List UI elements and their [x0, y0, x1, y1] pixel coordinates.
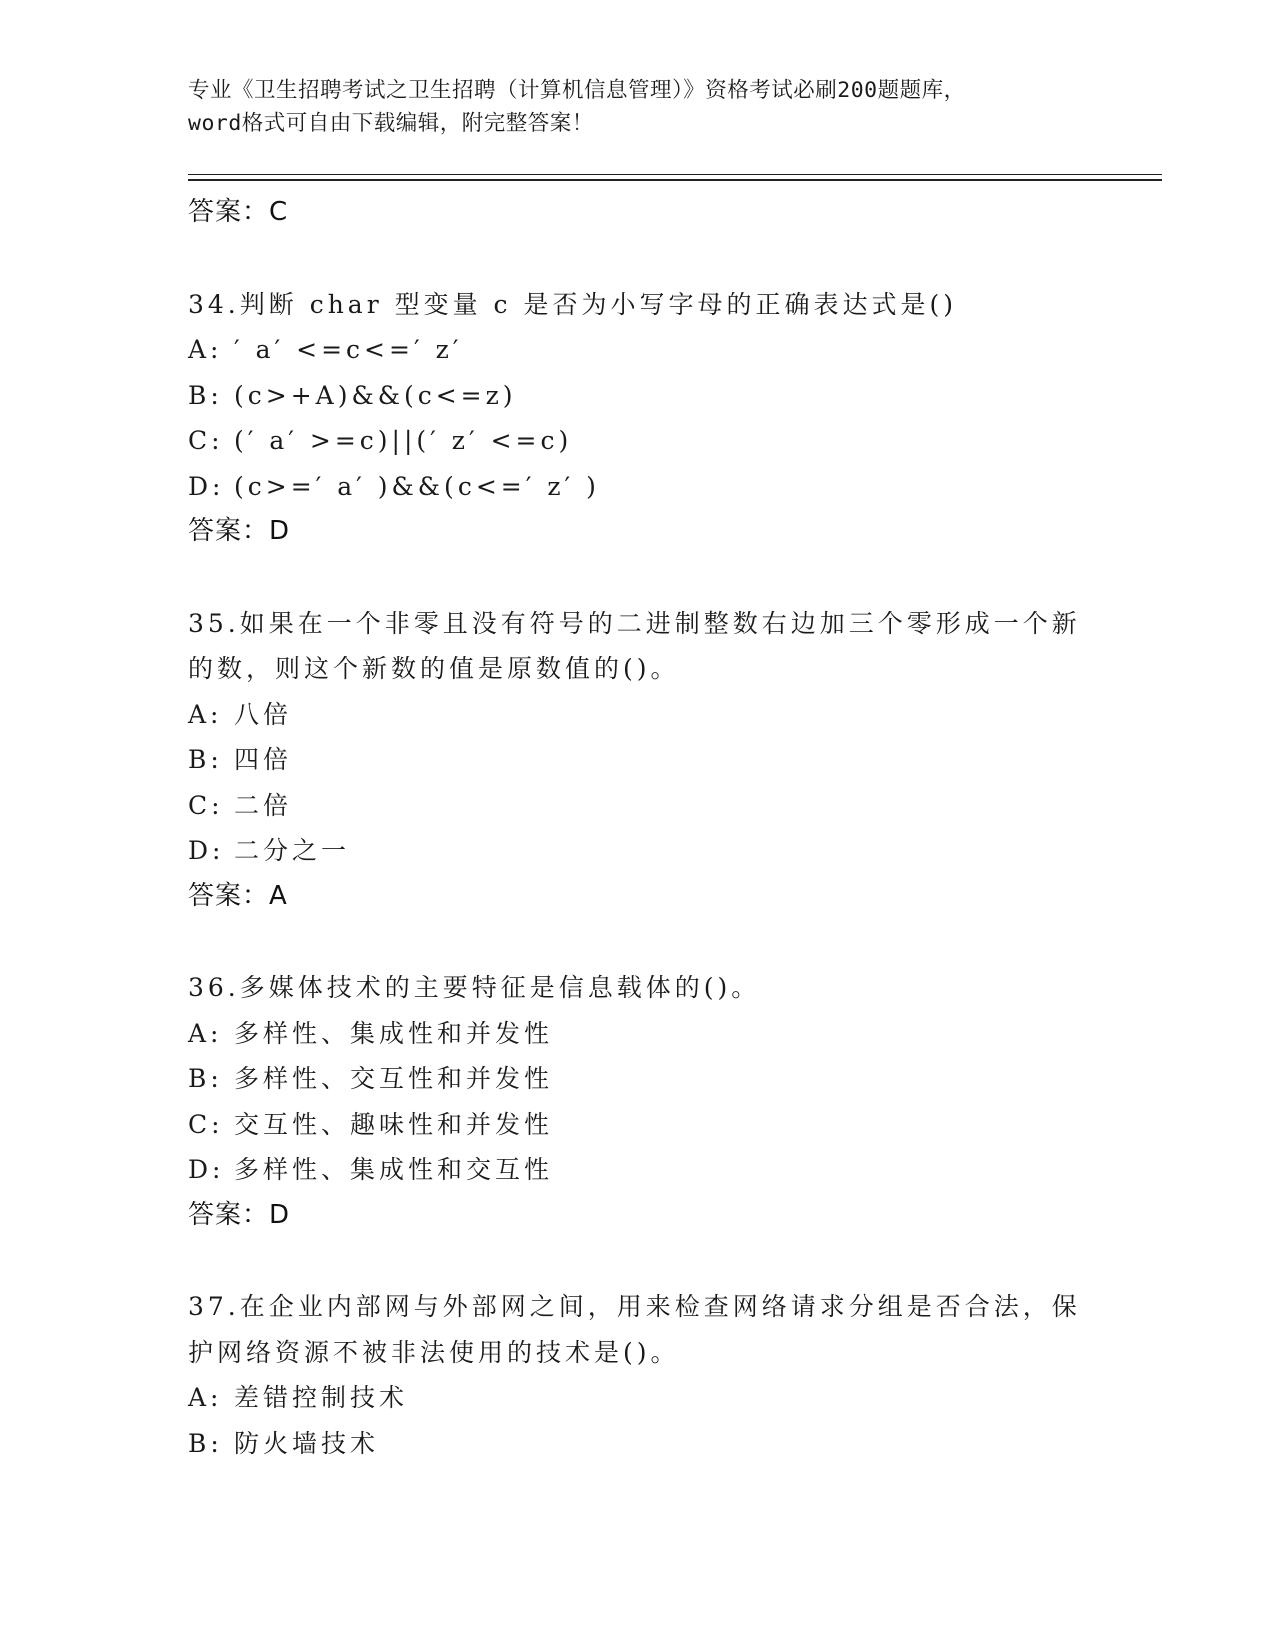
option-key: A: — [188, 1018, 223, 1048]
option-key: B: — [188, 745, 223, 774]
question-item — [188, 282, 1088, 555]
option-text: ′ a′ <=c<=′ z′ — [234, 335, 463, 364]
question-item — [188, 601, 1088, 920]
question-stem: 36.多媒体技术的主要特征是信息载体的()。 — [188, 973, 761, 1002]
option-b — [188, 737, 1088, 783]
spacer — [188, 555, 1088, 601]
question-item — [188, 965, 1088, 1238]
option-text: 防火墙技术 — [234, 1428, 380, 1458]
option-a — [188, 1375, 1088, 1421]
question-stem: 34.判断 char 型变量 c 是否为小写字母的正确表达式是() — [188, 289, 958, 319]
option-key: D: — [188, 471, 225, 501]
option-d — [188, 828, 1088, 874]
option-key: D: — [188, 1155, 225, 1184]
option-key: D: — [188, 836, 225, 865]
header-rule-thin — [188, 174, 1162, 175]
option-text: 差错控制技术 — [234, 1383, 409, 1412]
option-key: C: — [188, 790, 224, 820]
option-a — [188, 692, 1088, 738]
answer-line: 答案：D — [188, 1199, 291, 1230]
option-key: A: — [188, 1383, 223, 1412]
option-b — [188, 1056, 1088, 1102]
spacer — [188, 919, 1088, 965]
answer-line: 答案：D — [188, 516, 291, 546]
document-header — [188, 74, 1088, 140]
option-b — [188, 373, 1088, 419]
option-key: A: — [188, 699, 223, 729]
option-a — [188, 1011, 1088, 1057]
question-stem-continued: 护网络资源不被非法使用的技术是()。 — [188, 1337, 680, 1367]
spacer — [188, 1238, 1088, 1284]
option-text: 二倍 — [234, 790, 293, 820]
option-key: A: — [188, 335, 223, 364]
header-title-line: 专业《卫生招聘考试之卫生招聘（计算机信息管理）》资格考试必刷200题题库， — [188, 78, 966, 103]
question-item — [188, 1284, 1088, 1466]
option-key: B: — [188, 1428, 223, 1458]
option-text: 交互性、趣味性和并发性 — [234, 1109, 554, 1139]
answer-line: 答案：C — [188, 197, 289, 227]
answer-line: 答案：A — [188, 880, 288, 911]
option-text: 多样性、集成性和并发性 — [234, 1018, 554, 1048]
option-text: 八倍 — [234, 699, 293, 729]
option-b — [188, 1421, 1088, 1467]
option-text: 多样性、交互性和并发性 — [234, 1064, 554, 1093]
option-c — [188, 418, 1088, 464]
option-a — [188, 327, 1088, 373]
question-stem-continued: 的数，则这个新数的值是原数值的()。 — [188, 654, 680, 683]
option-text: (c>=′ a′ )&&(c<=′ z′ ) — [234, 471, 600, 501]
option-text: 二分之一 — [234, 836, 351, 865]
option-key: B: — [188, 380, 223, 410]
option-d — [188, 464, 1088, 510]
option-text: (c>+A)&&(c<=z) — [234, 380, 517, 410]
question-stem: 35.如果在一个非零且没有符号的二进制整数右边加三个零形成一个新 — [188, 608, 1081, 638]
header-subtitle-line: word格式可自由下载编辑，附完整答案！ — [188, 111, 594, 136]
header-rule-thick — [188, 179, 1162, 181]
spacer — [188, 236, 1088, 282]
option-d — [188, 1147, 1088, 1193]
option-text: (′ a′ >=c)||(′ z′ <=c) — [234, 426, 573, 455]
question-stem: 37.在企业内部网与外部网之间，用来检查网络请求分组是否合法，保 — [188, 1292, 1081, 1321]
option-key: C: — [188, 1109, 224, 1139]
option-text: 多样性、集成性和交互性 — [234, 1155, 554, 1184]
option-c — [188, 783, 1088, 829]
option-key: C: — [188, 426, 224, 455]
option-key: B: — [188, 1064, 223, 1093]
question-list — [188, 190, 1088, 1466]
option-c — [188, 1102, 1088, 1148]
option-text: 四倍 — [234, 745, 293, 774]
